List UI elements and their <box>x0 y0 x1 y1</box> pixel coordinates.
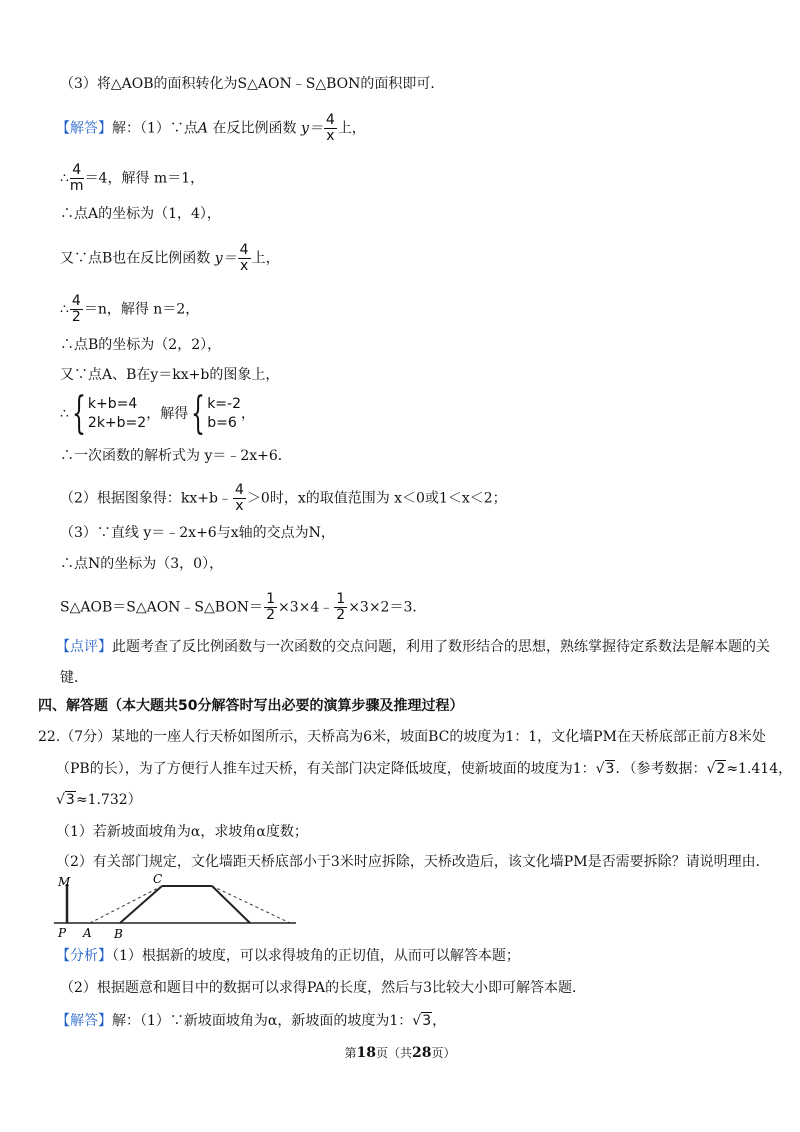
denominator: m <box>69 178 84 194</box>
label-c: C <box>153 872 163 886</box>
sqrt-3: √3 <box>595 761 615 777</box>
text: 上， <box>251 250 280 267</box>
text: ， <box>432 1013 447 1029</box>
text: 又∵点B也在反比例函数 <box>60 250 215 267</box>
bridge-figure <box>50 870 310 942</box>
text: ， <box>241 406 255 422</box>
radicand: 3 <box>422 1013 432 1029</box>
fraction-4-over-m <box>70 163 84 194</box>
text: ≈1.414， <box>726 761 793 777</box>
equation: b=6 <box>207 415 237 431</box>
denominator: 2 <box>266 607 275 623</box>
label-m: M <box>58 875 71 889</box>
text: ＝n，解得 n＝2， <box>83 301 200 318</box>
radicand: 2 <box>716 761 726 777</box>
comment-line-1 <box>56 637 770 657</box>
numerator: 4 <box>70 163 84 179</box>
denominator: 2 <box>71 309 81 325</box>
y-eq: y＝ <box>214 250 237 267</box>
text: S△AOB＝S△AON﹣S△BON＝ <box>60 599 264 616</box>
text: 上， <box>337 120 366 137</box>
solution-line-5 <box>60 294 199 325</box>
page-footer <box>0 1044 800 1061</box>
analysis-line-1 <box>56 946 520 966</box>
solution-line-11: （3）∵直线 y＝﹣2x+6与x轴的交点为N， <box>60 525 335 541</box>
text: ≈1.732） <box>75 792 142 808</box>
solution-line-2 <box>60 163 204 194</box>
numerator: 4 <box>71 293 81 309</box>
equation: k=-2 <box>207 396 241 412</box>
final-solution-line <box>56 1011 446 1031</box>
text: （1）∵点 <box>140 120 198 137</box>
label-b: B <box>114 927 123 941</box>
text: 页（共 <box>375 1046 412 1060</box>
comment-text: 此题考查了反比例函数与一次函数的交点问题，利用了数形结合的思想，熟练掌握待定系数法是解本题的关 <box>112 639 770 655</box>
section-title: 四、解答题（本大题共50分解答时写出必要的演算步骤及推理过程） <box>38 698 464 714</box>
numerator: 4 <box>325 112 335 128</box>
text: ∴ <box>60 406 69 422</box>
jie: 解： <box>112 1013 140 1029</box>
sqrt-3: √3 <box>56 792 75 808</box>
numerator: 4 <box>234 482 244 498</box>
text: （2）根据图象得：kx+b﹣ <box>60 490 232 507</box>
solution-line-6: ∴点B的坐标为（2，2）， <box>60 337 222 353</box>
solution-label: 【解答】 <box>56 1013 112 1029</box>
fraction-1-over-2 <box>264 592 277 623</box>
text: 页） <box>431 1046 456 1060</box>
text: 第 <box>344 1046 357 1060</box>
solution-line-1 <box>56 113 366 144</box>
analysis-step-3: （3）将△AOB的面积转化为S△AON﹣S△BON的面积即可． <box>60 76 445 92</box>
equation-system-1 <box>88 395 146 433</box>
question-22-line-2 <box>56 759 792 779</box>
solution-line-9: ∴一次函数的解析式为 y＝﹣2x+6． <box>60 448 292 464</box>
solution-line-13 <box>60 592 426 623</box>
numerator: 4 <box>239 242 249 258</box>
new-slope-right <box>212 886 290 923</box>
slope-bc <box>120 886 162 923</box>
solution-line-10 <box>60 483 507 514</box>
equation: 2k+b=2 <box>87 415 147 431</box>
label-p: P <box>58 926 67 940</box>
solution-line-12: ∴点N的坐标为（3，0）， <box>60 556 224 572</box>
fraction-4-over-x <box>324 113 337 144</box>
comment-line-2: 键． <box>60 670 88 686</box>
question-22-sub-1: （1）若新坡面坡角为α，求坡角α度数； <box>56 824 308 840</box>
text: ，解得 <box>146 406 189 422</box>
denominator: 2 <box>336 607 346 623</box>
denominator: x <box>239 258 249 274</box>
question-22-sub-2: （2）有关部门规定，文化墙距天桥底部小于3米时应拆除，天桥改造后，该文化墙PM是否需要拆除？请说明理由． <box>56 854 770 870</box>
text: ∴ <box>60 170 69 187</box>
denominator: x <box>326 128 335 144</box>
question-22-line-3 <box>56 790 142 810</box>
text: （PB的长），为了方便行人推车过天桥，有关部门决定降低坡度，使新坡面的坡度为1： <box>56 761 596 777</box>
numerator: 1 <box>266 591 275 607</box>
analysis-text: （1）根据新的坡度，可以求得坡角的正切值，从而可以解答本题； <box>112 948 520 964</box>
text: 在反比例函数 <box>208 120 301 137</box>
fraction-4-over-x <box>233 483 246 514</box>
text: ．（参考数据： <box>615 761 707 777</box>
solution-label: 【解答】 <box>56 120 112 137</box>
fraction-4-over-2 <box>70 294 83 325</box>
page-number: 18 <box>356 1045 376 1061</box>
brace: { <box>71 388 86 439</box>
y-eq: y＝ <box>300 120 323 137</box>
label-a: A <box>83 926 92 940</box>
analysis-label: 【分析】 <box>56 948 112 964</box>
slope-right <box>212 886 250 923</box>
solution-line-3: ∴点A的坐标为（1，4）， <box>60 206 221 222</box>
text: ∴ <box>60 301 69 318</box>
text: （1）∵新坡面坡角为α，新坡面的坡度为1： <box>140 1013 413 1029</box>
radicand: 3 <box>605 761 615 777</box>
sqrt-2: √2 <box>706 761 726 777</box>
numerator: 1 <box>336 591 346 607</box>
analysis-line-2: （2）根据题意和题目中的数据可以求得PA的长度，然后与3比较大小即可解答本题． <box>60 980 587 996</box>
text: ＝4，解得 m＝1， <box>84 170 205 187</box>
sqrt-3: √3 <box>412 1013 432 1029</box>
radicand: 3 <box>65 792 75 808</box>
point-a: A <box>197 120 209 137</box>
text: ＞0时，x的取值范围为 x＜0或1＜x＜2； <box>246 490 507 507</box>
text: ×3×4﹣ <box>277 599 334 616</box>
denominator: x <box>235 498 244 514</box>
equation-system-2 <box>207 395 241 433</box>
question-22-line-1: 22.（7分）某地的一座人行天桥如图所示，天桥高为6米，坡面BC的坡度为1：1，文化墙PM在天桥底部正前方8米处 <box>38 729 766 745</box>
solution-line-4 <box>60 243 280 274</box>
brace: { <box>191 388 206 439</box>
equation: k+b=4 <box>87 396 138 412</box>
solution-line-8 <box>60 388 255 439</box>
jie: 解： <box>112 120 140 137</box>
fraction-1-over-2 <box>334 592 347 623</box>
solution-line-7: 又∵点A、B在y＝kx+b的图象上， <box>60 367 280 383</box>
fraction-4-over-x <box>238 243 251 274</box>
text: ×3×2＝3． <box>348 599 427 616</box>
total-pages: 28 <box>412 1045 432 1061</box>
comment-label: 【点评】 <box>56 639 112 655</box>
